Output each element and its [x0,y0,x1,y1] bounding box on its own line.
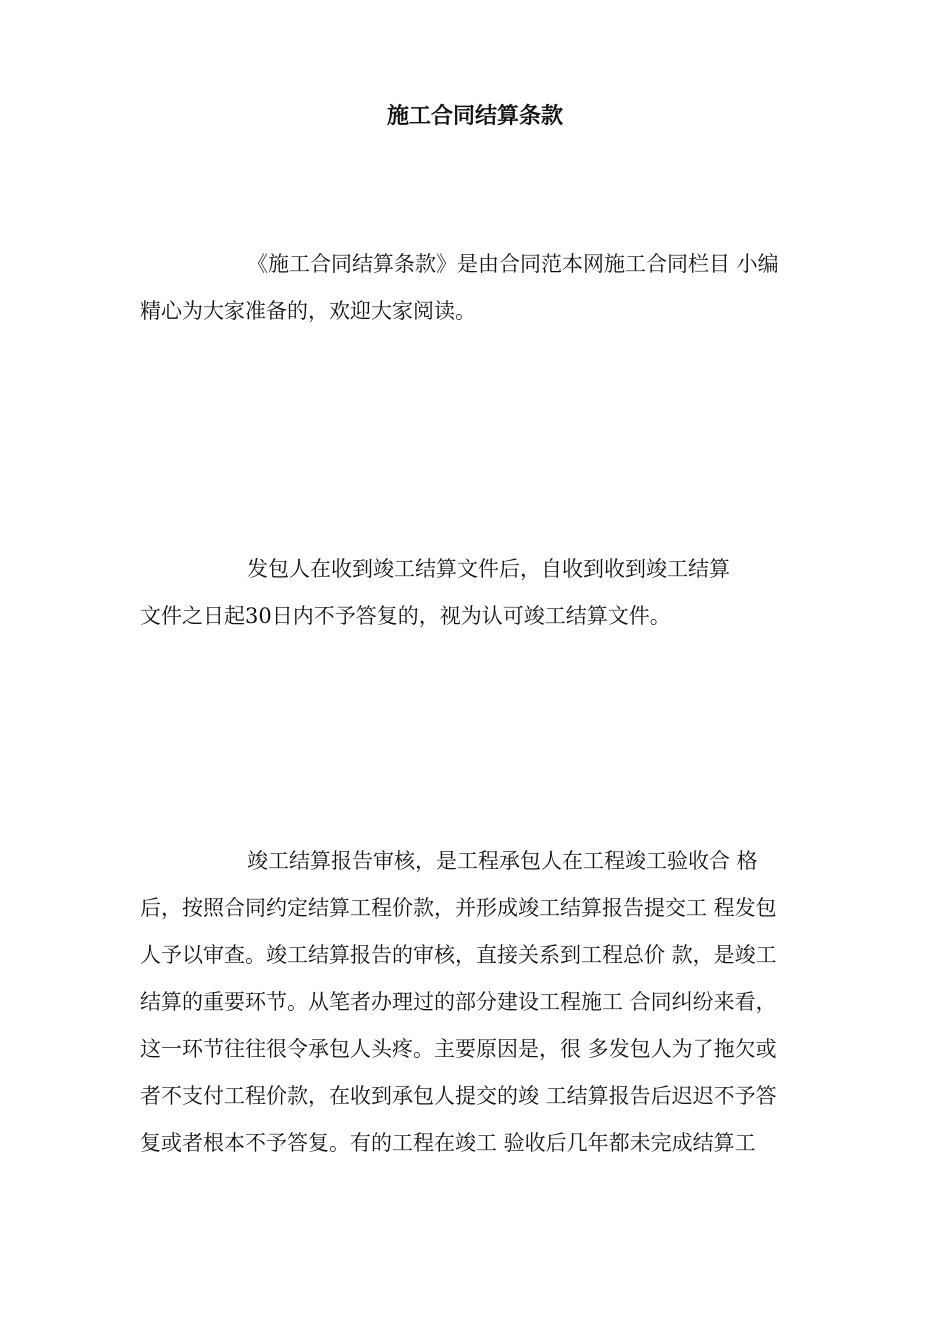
paragraph-line: 人予以审查。竣工结算报告的审核，直接关系到工程总价 款，是竣工 [140,943,777,967]
paragraph-line: 竣工结算报告审核，是工程承包人在工程竣工验收合 格 [247,849,758,873]
paragraph-line: 精心为大家准备的，欢迎大家阅读。 [140,299,476,323]
paragraph-line: 发包人在收到竣工结算文件后，自收到收到竣工结算 [247,557,730,581]
paragraph-clause [140,546,830,640]
paragraph-line: 文件之日起30日内不予答复的，视为认可竣工结算文件。 [140,604,671,628]
paragraph-line: 结算的重要环节。从笔者办理过的部分建设工程施工 合同纠纷来看， [140,990,777,1014]
paragraph-settlement-review [140,838,830,1167]
paragraph-line: 复或者根本不予答复。有的工程在竣工 验收后几年都未完成结算工 [140,1131,756,1155]
paragraph-line: 《施工合同结算条款》是由合同范本网施工合同栏目 小编 [247,252,779,276]
document-title: 施工合同结算条款 [386,104,563,129]
paragraph-line: 者不支付工程价款，在收到承包人提交的竣 工结算报告后迟迟不予答 [140,1084,777,1108]
paragraph-intro [140,241,830,335]
paragraph-line: 这一环节往往很令承包人头疼。主要原因是，很 多发包人为了拖欠或 [140,1037,777,1061]
paragraph-line: 后，按照合同约定结算工程价款，并形成竣工结算报告提交工 程发包 [140,896,777,920]
